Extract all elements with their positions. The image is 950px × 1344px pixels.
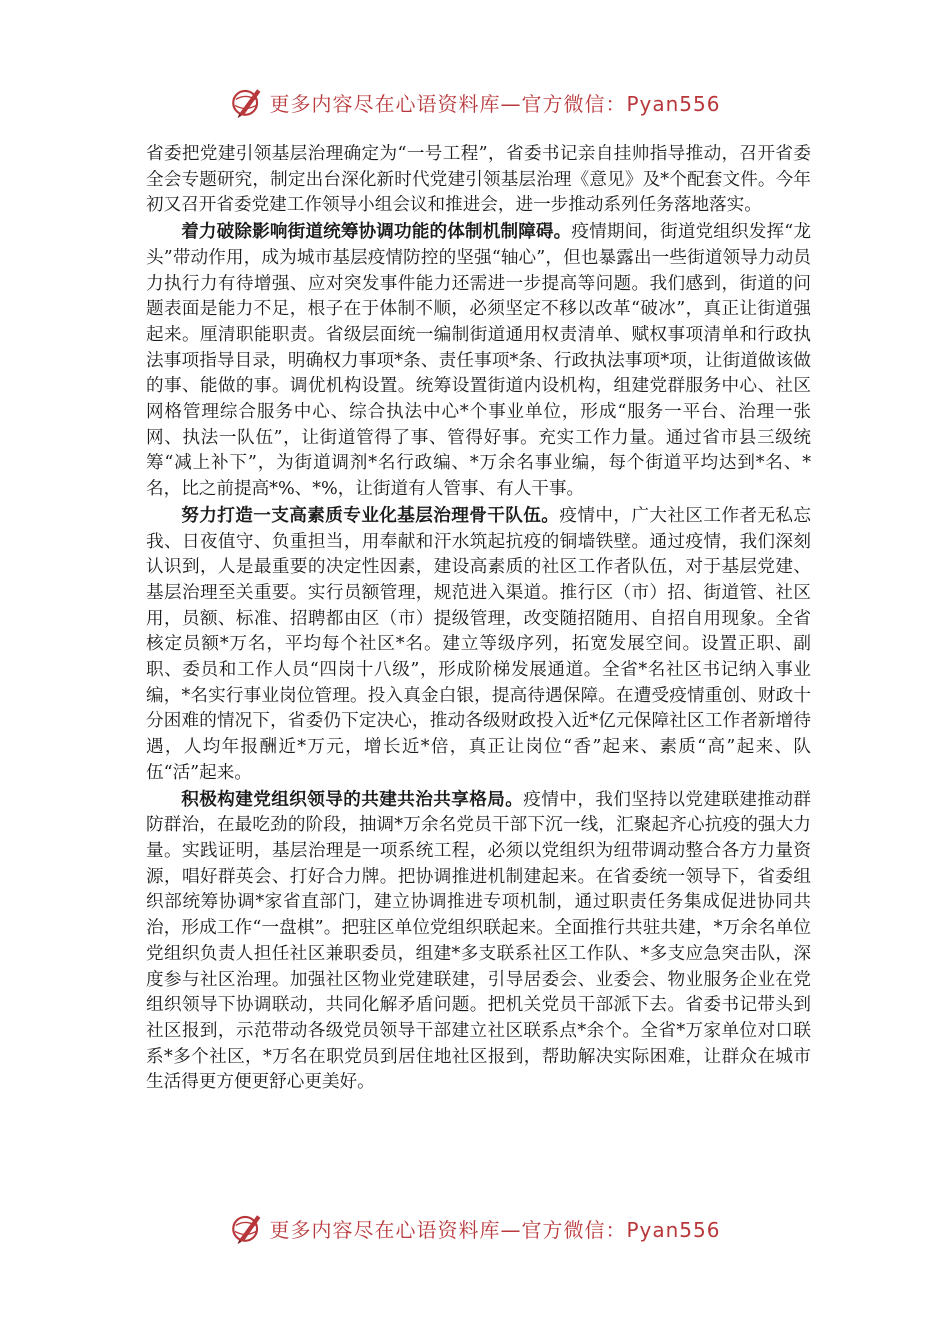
paragraph-3-heading: 努力打造一支高素质专业化基层治理骨干队伍。 — [181, 504, 560, 526]
banner-text: 更多内容尽在心语资料库—官方微信：Pyan556 — [269, 1217, 721, 1242]
footer-banner — [0, 1208, 950, 1248]
pen-globe-logo-icon — [229, 85, 263, 119]
paragraph-4-heading: 积极构建党组织领导的共建共治共享格局。 — [181, 788, 524, 810]
paragraph-2-heading: 着力破除影响街道统筹协调功能的体制机制障碍。 — [181, 221, 572, 243]
paragraph-4 — [146, 787, 811, 1096]
paragraph-3 — [146, 503, 811, 787]
header-banner — [0, 82, 950, 122]
paragraph-4-text: 疫情中，我们坚持以党建联建推动群防群治，在最吃劲的阶段，抽调*万余名党员干部下沉一线，汇聚起齐心抗疫的强大力量。实践证明，基层治理是一项系统工程，必须以党组织为纽带调动整合各方力量资源，唱好群英会、打好合力牌。把协调推进机制建起来。在省委统一领导下，省委组织部统筹协调*家省直部门，建立协调推进专项机制，通过职责任务集成促进协同共治，形成工作“一盘棋”。把驻区单位党组织联起来。全面推行共驻共建，*万余名单位党组织负责人担任社区兼职委员，组建*多支联系社区工作队、*多支应急突击队，深度参与社区治理。加强社区物业党建联建，引导居委会、业委会、物业服务企业在党组织领导下协调联动，共同化解矛盾问题。把机关党员干部派下去。省委书记带头到社区报到，示范带动各级党员领导干部建立社区联系点*余个。全省*万家单位对口联系*多个社区，*万名在职党员到居住地社区报到，帮助解决实际困难，让群众在城市生活得更方便更舒心更美好。 — [146, 789, 811, 1093]
paragraph-1 — [146, 142, 811, 219]
pen-globe-logo-icon — [229, 1211, 263, 1245]
paragraph-2 — [146, 219, 811, 503]
paragraph-2-text: 疫情期间，街道党组织发挥“龙头”带动作用，成为城市基层疫情防控的坚强“轴心”，但也暴露出一些街道领导力动员力执行力有待增强、应对突发事件能力还需进一步提高等问题。我们感到，街道的问题表面是能力不足，根子在于体制不顺，必须坚定不移以改革“破冰”，真正让街道强起来。厘清职能职责。省级层面统一编制街道通用权责清单、赋权事项清单和行政执法事项指导目录，明确权力事项*条、责任事项*条、行政执法事项*项，让街道做该做的事、能做的事。调优机构设置。统筹设置街道内设机构，组建党群服务中心、社区网格管理综合服务中心、综合执法中心*个事业单位，形成“服务一平台、治理一张网、执法一队伍”，让街道管得了事、管得好事。充实工作力量。通过省市县三级统筹“减上补下”，为街道调剂*名行政编、*万余名事业编，每个街道平均达到*名、*名，比之前提高*%、*%，让街道有人管事、有人干事。 — [146, 222, 811, 500]
article-body — [146, 142, 811, 1096]
paragraph-1-text: 省委把党建引领基层治理确定为“一号工程”，省委书记亲自挂帅指导推动，召开省委全会专题研究，制定出台深化新时代党建引领基层治理《意见》及*个配套文件。今年初又召开省委党建工作领导小组会议和推进会，进一步推动系列任务落地落实。 — [146, 144, 811, 216]
banner-text: 更多内容尽在心语资料库—官方微信：Pyan556 — [269, 91, 721, 116]
paragraph-3-text: 疫情中，广大社区工作者无私忘我、日夜值守、负重担当，用奉献和汗水筑起抗疫的铜墙铁壁。通过疫情，我们深刻认识到，人是最重要的决定性因素，建设高素质的社区工作者队伍，对于基层党建、基层治理至关重要。实行员额管理，规范进入渠道。推行区（市）招、街道管、社区用，员额、标准、招聘都由区（市）提级管理，改变随招随用、自招自用现象。全省核定员额*万名，平均每个社区*名。建立等级序列，拓宽发展空间。设置正职、副职、委员和工作人员“四岗十八级”，形成阶梯发展通道。全省*名社区书记纳入事业编，*名实行事业岗位管理。投入真金白银，提高待遇保障。在遭受疫情重创、财政十分困难的情况下，省委仍下定决心，推动各级财政投入近*亿元保障社区工作者新增待遇，人均年报酬近*万元，增长近*倍，真正让岗位“香”起来、素质“高”起来、队伍“活”起来。 — [146, 505, 811, 783]
